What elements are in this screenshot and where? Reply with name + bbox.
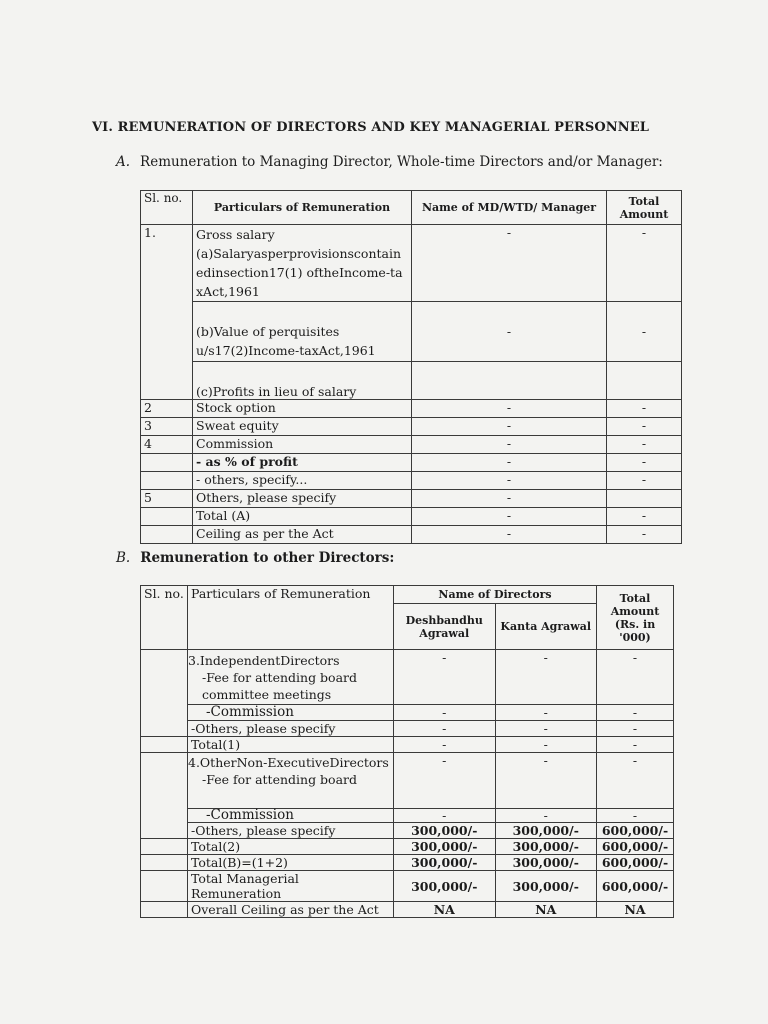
table-row [141, 508, 682, 526]
cell-name: - [412, 302, 607, 362]
cell-gross-salary [193, 225, 412, 302]
table-row [141, 855, 674, 871]
header-sl: Sl. no. [141, 191, 193, 225]
row-name: - [412, 454, 607, 472]
table-row [141, 436, 682, 454]
cell-total: - [607, 225, 682, 302]
row-name: - [412, 526, 607, 544]
header-director-2: Kanta Agrawal [495, 604, 597, 650]
cell-sl [141, 753, 188, 839]
cell-director-1: - [394, 705, 496, 721]
table-row [141, 418, 682, 436]
row-sl: 4 [141, 436, 193, 454]
totalB-label: Total(B)=(1+2) [188, 855, 394, 871]
row1-sl: 1. [141, 225, 193, 400]
row-name: - [412, 400, 607, 418]
row-total: - [607, 400, 682, 418]
table-b-header-row-1 [141, 586, 674, 604]
cell-total: 600,000/- [597, 839, 674, 855]
cell-director-1: - [394, 721, 496, 737]
cell-director-2: - [495, 753, 597, 809]
cell-director-2: 300,000/- [495, 855, 597, 871]
subsection-b-title [116, 550, 394, 566]
row-sl: 3 [141, 418, 193, 436]
row-label: - others, specify... [193, 472, 412, 490]
cell-sl [141, 855, 188, 871]
table-row [141, 490, 682, 508]
table-row [141, 809, 674, 823]
table-row [141, 823, 674, 839]
independent-label: 3.IndependentDirectors [188, 653, 340, 668]
row-total: - [607, 418, 682, 436]
cell-total: - [607, 302, 682, 362]
cell-director-2: 300,000/- [495, 839, 597, 855]
cell-total: - [597, 809, 674, 823]
header-particulars: Particulars of Remuneration [188, 586, 394, 650]
section-title: VI. REMUNERATION OF DIRECTORS AND KEY MANAGERIAL PERSONNEL [92, 120, 650, 135]
table-row [141, 472, 682, 490]
cell-director-2: - [495, 650, 597, 705]
header-total: Total Amount [607, 191, 682, 225]
header-sl: Sl. no. [141, 586, 188, 650]
cell-total: 600,000/- [597, 855, 674, 871]
table-row [141, 650, 674, 705]
subsection-b-text: Remuneration to other Directors: [140, 550, 395, 566]
subsection-a-title [116, 154, 663, 170]
cell-total: - [597, 721, 674, 737]
row-sl: 2 [141, 400, 193, 418]
other-ned-commission-label: -Commission [188, 809, 394, 823]
table-row [141, 839, 674, 855]
cell-total: 600,000/- [597, 871, 674, 902]
cell-director-2: 300,000/- [495, 871, 597, 902]
row-name: - [412, 490, 607, 508]
row-name: - [412, 472, 607, 490]
cell-director-1: - [394, 650, 496, 705]
remuneration-other-directors-table [140, 585, 674, 918]
row-total: - [607, 508, 682, 526]
total1-label: Total(1) [188, 737, 394, 753]
independent-commission-label: -Commission [188, 705, 394, 721]
gross-salary-label: Gross salary [196, 227, 275, 242]
cell-director-1: NA [394, 902, 496, 918]
row-label: Commission [193, 436, 412, 454]
cell-total: - [597, 753, 674, 809]
other-ned-label: 4.OtherNon-ExecutiveDirectors [188, 755, 389, 770]
row-sl [141, 526, 193, 544]
table-row [141, 400, 682, 418]
cell-other-ned [188, 753, 394, 809]
row-total: - [607, 454, 682, 472]
cell-sl [141, 737, 188, 753]
cell-director-2: 300,000/- [495, 823, 597, 839]
item-b-label: (b)Value of perquisites u/s17(2)Income-taxAct,1961 [193, 302, 412, 362]
subsection-a-letter: A. [116, 154, 131, 170]
row-label: Total (A) [193, 508, 412, 526]
cell-total: 600,000/- [597, 823, 674, 839]
cell-director-1: 300,000/- [394, 871, 496, 902]
cell-director-1: - [394, 753, 496, 809]
cell-total: - [597, 737, 674, 753]
header-name: Name of MD/WTD/ Manager [412, 191, 607, 225]
row-sl [141, 472, 193, 490]
header-particulars: Particulars of Remuneration [193, 191, 412, 225]
cell-director-1: - [394, 809, 496, 823]
independent-others-label: -Others, please specify [188, 721, 394, 737]
cell-sl [141, 871, 188, 902]
table-row [141, 302, 682, 362]
row-name: - [412, 418, 607, 436]
table-row [141, 902, 674, 918]
cell-sl [141, 839, 188, 855]
row-sl [141, 508, 193, 526]
cell-director-2: - [495, 721, 597, 737]
row-total: - [607, 436, 682, 454]
table-row [141, 362, 682, 400]
row-label: Sweat equity [193, 418, 412, 436]
overall-ceiling-label: Overall Ceiling as per the Act [188, 902, 394, 918]
row-label: Stock option [193, 400, 412, 418]
subsection-a-text: Remuneration to Managing Director, Whole-time Directors and/or Manager: [140, 154, 663, 170]
cell-total: - [597, 705, 674, 721]
row-total: - [607, 526, 682, 544]
table-row [141, 454, 682, 472]
table-a-header-row [141, 191, 682, 225]
row-total: - [607, 472, 682, 490]
row-label: Others, please specify [193, 490, 412, 508]
table-row [141, 705, 674, 721]
other-ned-fee-label: -Fee for attending board [202, 772, 358, 787]
table-row [141, 737, 674, 753]
table-row [141, 225, 682, 302]
cell-sl [141, 650, 188, 737]
subsection-b-letter: B. [116, 550, 131, 566]
cell-total [607, 362, 682, 400]
cell-director-1: 300,000/- [394, 839, 496, 855]
cell-total: - [597, 650, 674, 705]
total2-label: Total(2) [188, 839, 394, 855]
row-label: Ceiling as per the Act [193, 526, 412, 544]
remuneration-md-table [140, 190, 682, 544]
header-director-1: Deshbandhu Agrawal [394, 604, 496, 650]
row-sl [141, 454, 193, 472]
cell-director-2: - [495, 809, 597, 823]
other-ned-others-label: -Others, please specify [188, 823, 394, 839]
cell-director-2: NA [495, 902, 597, 918]
header-name-group: Name of Directors [394, 586, 597, 604]
cell-name: - [412, 225, 607, 302]
cell-director-1: - [394, 737, 496, 753]
cell-total: NA [597, 902, 674, 918]
item-c-label: (c)Profits in lieu of salary [193, 362, 412, 400]
cell-director-2: - [495, 705, 597, 721]
table-row [141, 753, 674, 809]
item-a-label: (a)Salaryasperprovisionscontainedinsection17(1) oftheIncome-taxAct,1961 [196, 246, 403, 299]
cell-name [412, 362, 607, 400]
row-name: - [412, 508, 607, 526]
total-managerial-label: Total Managerial Remuneration [188, 871, 394, 902]
cell-director-1: 300,000/- [394, 823, 496, 839]
cell-director-2: - [495, 737, 597, 753]
row-total [607, 490, 682, 508]
independent-fee-label: -Fee for attending board committee meetings [202, 670, 358, 702]
header-total: Total Amount (Rs. in '000) [597, 586, 674, 650]
cell-independent [188, 650, 394, 705]
row-label: - as % of profit [193, 454, 412, 472]
table-row [141, 871, 674, 902]
table-row [141, 721, 674, 737]
cell-sl [141, 902, 188, 918]
row-name: - [412, 436, 607, 454]
cell-director-1: 300,000/- [394, 855, 496, 871]
table-row [141, 526, 682, 544]
row-sl: 5 [141, 490, 193, 508]
